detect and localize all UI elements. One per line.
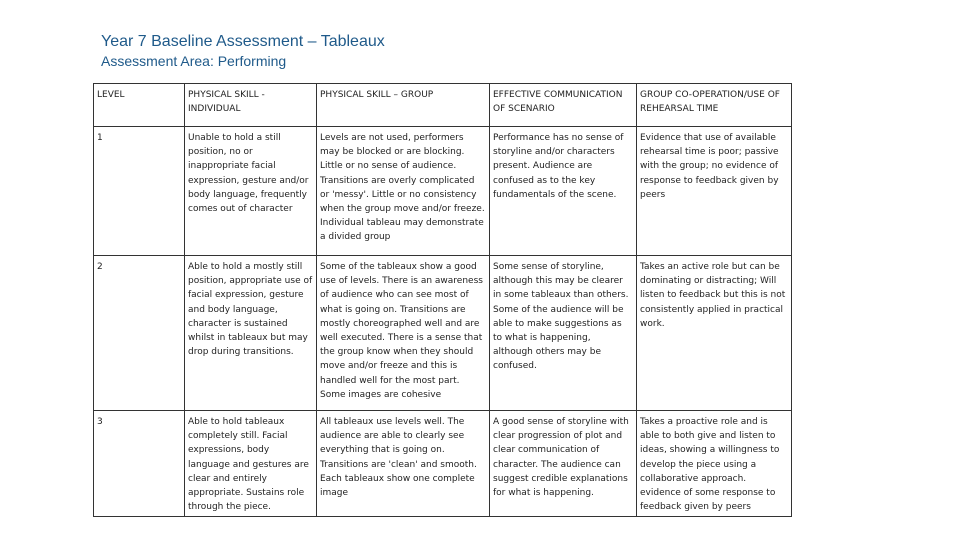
table-header: [94, 84, 792, 127]
table-cell: Performance has no sense of storyline and/or characters present. Audience are confused as to the key fundamentals of the scene.: [490, 127, 637, 256]
table-cell: Takes an active role but can be dominating or distracting; Will listen to feedback but this is not consistently applied in practical work.: [637, 256, 792, 411]
table-row: [94, 256, 792, 411]
table-cell: Levels are not used, performers may be blocked or are blocking. Little or no sense of audience. Transitions are overly complicated or 'messy'. Little or no consistency when the group move and/or freeze. Individual tableau may demonstrate a divided group: [317, 127, 490, 256]
table-row: [94, 127, 792, 256]
header-physical-skill-individual: PHYSICAL SKILL - INDIVIDUAL: [185, 84, 317, 127]
table-cell: All tableaux use levels well. The audience are able to clearly see everything that is going on. Transitions are 'clean' and smooth. Each tableaux show one complete image: [317, 411, 490, 517]
page-subtitle: Assessment Area: Performing: [101, 53, 287, 69]
table-cell: Able to hold tableaux completely still. Facial expressions, body language and gestures are clear and entirely appropriate. Sustains role through the piece.: [185, 411, 317, 517]
assessment-rubric-table: [93, 83, 792, 517]
level-number: 1: [94, 127, 185, 256]
header-effective-communication: EFFECTIVE COMMUNICATION OF SCENARIO: [490, 84, 637, 127]
table-cell: Some of the tableaux show a good use of levels. There is an awareness of audience who can see most of what is going on. Transitions are mostly choreographed well and are well executed. There is a sense that the group know when they should move and/or freeze and this is handled well for the most part. Some images are cohesive: [317, 256, 490, 411]
table-cell: Evidence that use of available rehearsal time is poor; passive with the group; no evidence of response to feedback given by peers: [637, 127, 792, 256]
table-cell: A good sense of storyline with clear progression of plot and clear communication of character. The audience can suggest credible explanations for what is happening.: [490, 411, 637, 517]
table-cell: Takes a proactive role and is able to both give and listen to ideas, showing a willingness to develop the piece using a collaborative approach. evidence of some response to feedback given by peers: [637, 411, 792, 517]
header-group-cooperation: GROUP CO-OPERATION/USE OF REHEARSAL TIME: [637, 84, 792, 127]
table-row: [94, 411, 792, 517]
header-level: LEVEL: [94, 84, 185, 127]
table-cell: Able to hold a mostly still position, appropriate use of facial expression, gesture and body language, character is sustained whilst in tableaux but may drop during transitions.: [185, 256, 317, 411]
header-row: [94, 84, 792, 127]
table-cell: Unable to hold a still position, no or inappropriate facial expression, gesture and/or body language, frequently comes out of character: [185, 127, 317, 256]
level-number: 3: [94, 411, 185, 517]
table-cell: Some sense of storyline, although this may be clearer in some tableaux than others. Some of the audience will be able to make suggestions as to what is happening, although others may be confused.: [490, 256, 637, 411]
page-title: Year 7 Baseline Assessment – Tableaux: [101, 33, 385, 50]
level-number: 2: [94, 256, 185, 411]
table-body: [94, 127, 792, 517]
header-physical-skill-group: PHYSICAL SKILL – GROUP: [317, 84, 490, 127]
